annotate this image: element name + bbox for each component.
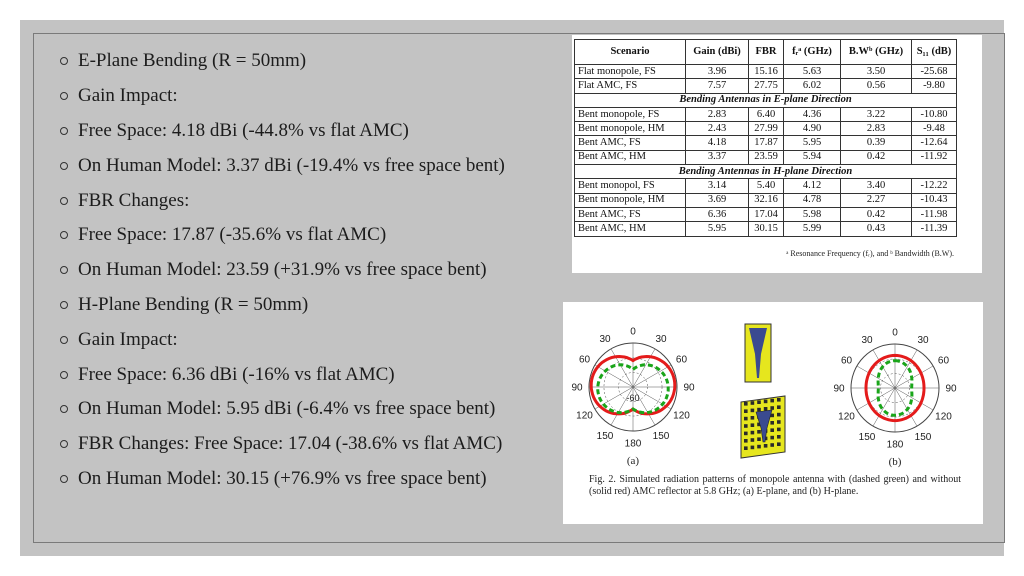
amc-cell <box>757 400 761 404</box>
value-cell: 5.63 <box>784 65 841 79</box>
amc-cell <box>744 409 748 413</box>
polar-angle-label: 150 <box>914 431 932 443</box>
scenario-cell: Bent monopole, FS <box>575 107 686 121</box>
bullet-circle-icon <box>60 231 68 239</box>
value-cell: 4.12 <box>784 179 841 193</box>
polar-angle-label: 60 <box>578 354 591 366</box>
value-cell: 3.96 <box>686 65 749 79</box>
amc-cell <box>777 435 781 439</box>
scenario-cell: Flat AMC, FS <box>575 79 686 93</box>
amc-cell <box>744 402 748 406</box>
value-cell: 23.59 <box>749 150 784 164</box>
table-row <box>575 65 957 79</box>
bullet-item <box>60 44 505 79</box>
polar-angle-label: 90 <box>833 383 845 395</box>
bullet-circle-icon <box>60 371 68 379</box>
table-row <box>575 193 957 207</box>
bullet-circle-icon <box>60 266 68 274</box>
amc-cell <box>751 409 755 413</box>
amc-cell <box>777 398 781 402</box>
value-cell: 6.36 <box>686 207 749 221</box>
bullet-item <box>60 427 505 462</box>
col-header-scenario: Scenario <box>575 40 686 65</box>
value-cell: 2.27 <box>841 193 912 207</box>
subfigure-label: (b) <box>888 456 902 468</box>
bullet-text: E-Plane Bending (R = 50mm) <box>78 50 307 72</box>
h-plane-polar-plot <box>833 328 957 469</box>
value-cell: -9.80 <box>912 79 957 93</box>
value-cell: -9.48 <box>912 122 957 136</box>
bullet-item <box>60 462 505 497</box>
amc-cell <box>777 413 781 417</box>
e-plane-polar-plot <box>571 327 695 468</box>
polar-angle-label: 90 <box>683 382 695 394</box>
amc-cell <box>751 401 755 405</box>
amc-cell <box>744 432 748 436</box>
amc-cell <box>770 421 774 425</box>
polar-angle-label: 30 <box>861 335 873 347</box>
value-cell: 15.16 <box>749 65 784 79</box>
value-cell: -11.39 <box>912 222 957 236</box>
polar-angle-label: 90 <box>945 383 957 395</box>
amc-cell <box>744 446 748 450</box>
radiation-pattern-figure <box>563 302 983 472</box>
value-cell: -12.22 <box>912 179 957 193</box>
bullet-item <box>60 183 505 218</box>
value-cell: -10.80 <box>912 107 957 121</box>
polar-angle-label: 30 <box>917 335 929 347</box>
value-cell: 32.16 <box>749 193 784 207</box>
bullet-circle-icon <box>60 475 68 483</box>
table-row <box>575 150 957 164</box>
amc-cell <box>770 428 774 432</box>
value-cell: 0.43 <box>841 222 912 236</box>
amc-cell <box>757 437 761 441</box>
bullet-text: On Human Model: 23.59 (+31.9% vs free space bent) <box>78 259 487 281</box>
value-cell: -12.64 <box>912 136 957 150</box>
value-cell: 2.43 <box>686 122 749 136</box>
polar-angle-label: 150 <box>858 431 876 443</box>
value-cell: 3.22 <box>841 107 912 121</box>
table-row <box>575 222 957 236</box>
bullet-text: FBR Changes: <box>78 189 190 211</box>
amc-cell <box>777 405 781 409</box>
value-cell: 3.14 <box>686 179 749 193</box>
table-row <box>575 136 957 150</box>
polar-angle-label: 90 <box>571 382 583 394</box>
bullet-circle-icon <box>60 127 68 135</box>
value-cell: 0.56 <box>841 79 912 93</box>
section-e-plane: Bending Antennas in E-plane Direction <box>575 93 957 107</box>
table-footnote: ᵃ Resonance Frequency (fᵣ), and ᵇ Bandwidth (B.W). <box>786 249 954 258</box>
value-cell: 17.87 <box>749 136 784 150</box>
col-header-fbr: FBR <box>749 40 784 65</box>
scenario-cell: Bent AMC, FS <box>575 207 686 221</box>
bullet-text: Free Space: 4.18 dBi (-44.8% vs flat AMC) <box>78 119 409 141</box>
figure-caption: Fig. 2. Simulated radiation patterns of monopole antenna with (dashed green) and without (solid red) AMC reflector at 5.8 GHz; (a) E-plane, and (b) H-plane. <box>589 474 961 497</box>
bullet-item <box>60 288 505 323</box>
value-cell: 5.94 <box>784 150 841 164</box>
table-row <box>575 122 957 136</box>
amc-cell <box>751 438 755 442</box>
amc-cell <box>764 400 768 404</box>
polar-angle-label: 150 <box>596 430 614 442</box>
amc-cell <box>751 446 755 450</box>
amc-cell <box>777 420 781 424</box>
value-cell: 17.04 <box>749 207 784 221</box>
polar-angle-label: 0 <box>630 326 636 338</box>
value-cell: 0.42 <box>841 150 912 164</box>
amc-cell <box>751 416 755 420</box>
col-header-s11: S₁₁ (dB) <box>912 40 957 65</box>
amc-cell <box>744 417 748 421</box>
polar-angle-label: 60 <box>937 355 950 367</box>
bullet-text: FBR Changes: Free Space: 17.04 (-38.6% vs flat AMC) <box>78 433 503 455</box>
value-cell: -10.43 <box>912 193 957 207</box>
value-cell: 3.50 <box>841 65 912 79</box>
bullet-circle-icon <box>60 197 68 205</box>
amc-cell <box>744 439 748 443</box>
amc-cell <box>777 428 781 432</box>
bullet-text: Free Space: 17.87 (-35.6% vs flat AMC) <box>78 224 387 246</box>
bullet-circle-icon <box>60 57 68 65</box>
bullet-circle-icon <box>60 440 68 448</box>
polar-angle-label: 150 <box>652 430 670 442</box>
value-cell: 4.36 <box>784 107 841 121</box>
polar-angle-label: 60 <box>675 354 688 366</box>
value-cell: 3.40 <box>841 179 912 193</box>
bullet-item <box>60 357 505 392</box>
amc-cell <box>757 408 761 412</box>
value-cell: 4.78 <box>784 193 841 207</box>
amc-cell <box>777 442 781 446</box>
value-cell: 5.95 <box>784 136 841 150</box>
amc-cell <box>757 445 761 449</box>
amc-cell <box>757 430 761 434</box>
scenario-cell: Bent AMC, HM <box>575 222 686 236</box>
value-cell: 2.83 <box>841 122 912 136</box>
amc-cell <box>751 431 755 435</box>
bullet-item <box>60 322 505 357</box>
bullet-circle-icon <box>60 92 68 100</box>
table-row <box>575 207 957 221</box>
polar-angle-label: 120 <box>935 411 952 423</box>
amc-cell <box>770 436 774 440</box>
col-header-resonance: fᵣᵃ (GHz) <box>784 40 841 65</box>
value-cell: -25.68 <box>912 65 957 79</box>
table-row <box>575 79 957 93</box>
table-section-row <box>575 165 957 179</box>
section-h-plane: Bending Antennas in H-plane Direction <box>575 165 957 179</box>
results-table <box>574 39 957 237</box>
bullet-text: On Human Model: 3.37 dBi (-19.4% vs free space bent) <box>78 154 505 176</box>
value-cell: -11.92 <box>912 150 957 164</box>
value-cell: 4.90 <box>784 122 841 136</box>
col-header-bandwidth: B.Wᵇ (GHz) <box>841 40 912 65</box>
value-cell: 30.15 <box>749 222 784 236</box>
scenario-cell: Flat monopole, FS <box>575 65 686 79</box>
scenario-cell: Bent monopol, FS <box>575 179 686 193</box>
subfigure-label: (a) <box>626 455 640 467</box>
value-cell: 5.95 <box>686 222 749 236</box>
value-cell: 0.39 <box>841 136 912 150</box>
value-cell: 5.98 <box>784 207 841 221</box>
polar-angle-label: 180 <box>624 438 642 450</box>
polar-angle-label: 60 <box>840 355 853 367</box>
value-cell: 27.99 <box>749 122 784 136</box>
value-cell: 3.69 <box>686 193 749 207</box>
value-cell: 5.40 <box>749 179 784 193</box>
value-cell: 27.75 <box>749 79 784 93</box>
bullet-item <box>60 218 505 253</box>
bullet-item <box>60 392 505 427</box>
value-cell: 7.57 <box>686 79 749 93</box>
bullet-list <box>60 44 505 496</box>
polar-angle-label: 120 <box>673 410 690 422</box>
bullet-circle-icon <box>60 336 68 344</box>
table-row <box>575 179 957 193</box>
value-cell: 6.02 <box>784 79 841 93</box>
amc-cell <box>770 443 774 447</box>
amc-cell <box>751 423 755 427</box>
table-header-row <box>575 40 957 65</box>
col-header-gain: Gain (dBi) <box>686 40 749 65</box>
bullet-item <box>60 148 505 183</box>
polar-angle-label: 180 <box>886 439 904 451</box>
polar-angle-label: 120 <box>576 410 593 422</box>
amc-cell <box>764 407 768 411</box>
table-row <box>575 107 957 121</box>
amc-cell <box>744 424 748 428</box>
scenario-cell: Bent AMC, HM <box>575 150 686 164</box>
amc-cell <box>770 406 774 410</box>
polar-angle-label: 0 <box>892 327 898 339</box>
bullet-text: Gain Impact: <box>78 328 178 350</box>
figure-panel <box>563 302 983 524</box>
bullet-text: H-Plane Bending (R = 50mm) <box>78 293 309 315</box>
scenario-cell: Bent AMC, FS <box>575 136 686 150</box>
amc-cell <box>770 399 774 403</box>
bullet-text: On Human Model: 30.15 (+76.9% vs free space bent) <box>78 467 487 489</box>
polar-angle-label: 30 <box>655 334 667 346</box>
polar-angle-label: 120 <box>838 411 855 423</box>
bullet-circle-icon <box>60 405 68 413</box>
polar-angle-label: 30 <box>599 334 611 346</box>
results-table-panel <box>572 35 982 273</box>
bullet-item <box>60 79 505 114</box>
bullet-text: Free Space: 6.36 dBi (-16% vs flat AMC) <box>78 363 395 385</box>
bullet-text: On Human Model: 5.95 dBi (-6.4% vs free space bent) <box>78 398 496 420</box>
value-cell: 3.37 <box>686 150 749 164</box>
bullet-circle-icon <box>60 162 68 170</box>
bullet-circle-icon <box>60 301 68 309</box>
value-cell: 2.83 <box>686 107 749 121</box>
value-cell: -11.98 <box>912 207 957 221</box>
polar-ring-label: -60 <box>626 393 640 403</box>
table-section-row <box>575 93 957 107</box>
scenario-cell: Bent monopole, HM <box>575 122 686 136</box>
amc-cell <box>764 444 768 448</box>
bullet-text: Gain Impact: <box>78 85 178 107</box>
bullet-item <box>60 114 505 149</box>
bullet-item <box>60 253 505 288</box>
value-cell: 5.99 <box>784 222 841 236</box>
value-cell: 6.40 <box>749 107 784 121</box>
value-cell: 4.18 <box>686 136 749 150</box>
value-cell: 0.42 <box>841 207 912 221</box>
scenario-cell: Bent monopole, HM <box>575 193 686 207</box>
